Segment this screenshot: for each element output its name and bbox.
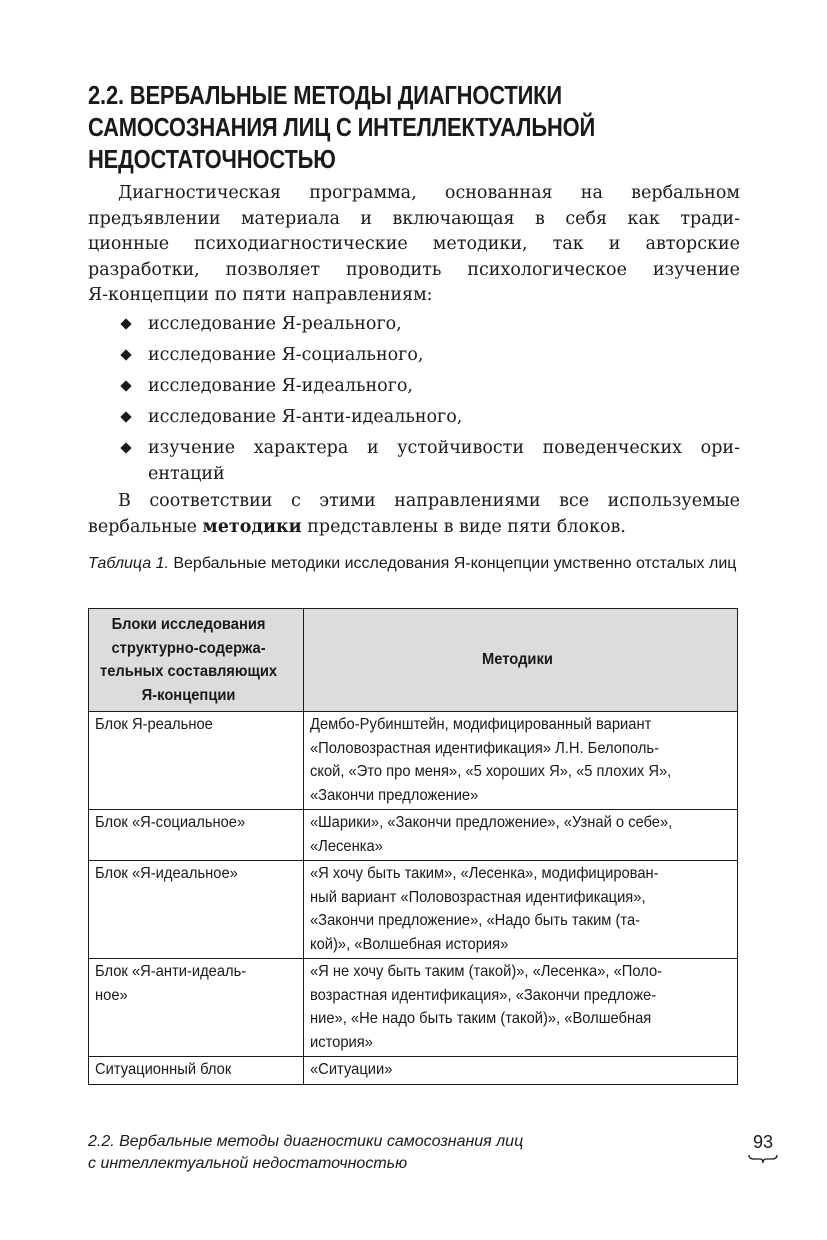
header-line: тельных составляющих [99,663,277,680]
list-item-text: исследование Я-реального, [148,314,402,334]
table-cell-methods [304,959,738,1057]
cell-line: ное» [95,986,128,1004]
cell-line: кой)», «Волшебная история» [310,935,509,953]
intro-paragraph [88,181,740,309]
table-cell-methods [304,861,738,959]
heading-line: 2.2. ВЕРБАЛЬНЫЕ МЕТОДЫ ДИАГНОСТИКИ [88,82,562,110]
summary-line: В соответствии с этими направлениями все используемые [118,491,740,511]
list-item-line: ентаций [148,463,225,484]
diamond-bullet-icon [120,443,131,454]
footer-line: 2.2. Вербальные методы диагностики самосознания лиц [88,1133,524,1150]
header-line: Методики [481,651,553,669]
list-item-text [148,436,740,487]
summary-text: представлены в виде пяти блоков. [301,516,626,537]
section-heading [88,80,656,176]
intro-line: ционные психодиагностические методики, так и авторские [88,234,740,255]
intro-line: Я-концепции по пяти направлениям: [88,285,433,306]
table-cell-methods [304,712,738,810]
intro-line: предъявлении материала и включающая в себя как тради- [88,208,740,229]
methods-table [88,608,738,1085]
diamond-bullet-icon [120,318,131,329]
cell-line: «Шарики», «Закончи предложение», «Узнай о себе», [310,814,673,831]
table-cell-block [89,959,304,1057]
page-number-brace-icon [748,1154,778,1164]
table-header-row [89,609,738,712]
cell-line: «Закончи предложение» [310,786,479,804]
list-item-line: изучение характера и устойчивости поведенческих ори- [148,438,740,459]
cell-line: «Половозрастная идентификация» Л.Н. Белополь- [310,739,659,757]
header-line: Я-концепции [141,686,236,704]
cell-line: «Ситуации» [310,1061,393,1078]
intro-line: разработки, позволяет проводить психологическое изучение [88,259,740,280]
list-item-text: исследование Я-анти-идеального, [148,407,463,428]
summary-text: вербальные [88,516,203,537]
table-caption-label: Таблица 1. [88,555,169,572]
cell-line: история» [310,1033,373,1051]
cell-line: «Я хочу быть таким», «Лесенка», модифицирован- [310,865,659,882]
cell-line: Блок «Я-анти-идеаль- [95,963,247,980]
cell-line: Ситуационный блок [95,1061,232,1078]
heading-line: НЕДОСТАТОЧНОСТЬЮ [88,146,336,174]
table-cell-block [89,1057,304,1085]
cell-line: Дембо-Рубинштейн, модифицированный вариант [310,716,652,733]
header-line: Блоки исследования [111,616,266,633]
list-item [88,343,740,369]
summary-line [88,515,740,541]
heading-line: САМОСОЗНАНИЯ ЛИЦ С ИНТЕЛЛЕКТУАЛЬНОЙ [88,114,596,142]
table-row [89,712,738,810]
table-cell-methods [304,1057,738,1085]
table-row [89,1057,738,1085]
diamond-bullet-icon [120,381,131,392]
list-item [88,436,740,487]
directions-list [88,312,740,493]
table-cell-block [89,810,304,861]
header-line: структурно-содержа- [111,639,266,657]
table-cell-methods [304,810,738,861]
page-number: 93 [752,1132,774,1152]
summary-paragraph [88,489,740,540]
cell-line: «Закончи предложение», «Надо быть таким (та- [310,912,641,929]
diamond-bullet-icon [120,349,131,360]
cell-line: ный вариант «Половозрастная идентификация», [310,888,646,906]
table-caption-text: Вербальные методики исследования Я-концепции умственно отсталых лиц [168,555,737,572]
cell-line: Блок «Я-социальное» [95,814,246,831]
list-item [88,312,740,338]
cell-line: ской, «Это про меня», «5 хороших Я», «5 плохих Я», [310,763,672,780]
table-header-methods [304,609,738,712]
list-item-text: исследование Я-идеального, [148,376,413,397]
intro-line: Диагностическая программа, основанная на вербальном [118,183,740,203]
cell-line: Блок Я-реальное [95,716,213,733]
footer-line: с интеллектуальной недостаточностью [88,1155,408,1172]
list-item-text: исследование Я-социального, [148,345,424,366]
diamond-bullet-icon [120,412,131,423]
cell-line: «Я не хочу быть таким (такой)», «Лесенка», «Поло- [310,963,663,980]
table-row [89,810,738,861]
summary-bold-term: методики [202,516,302,537]
table-header-blocks [89,609,304,712]
cell-line: ние», «Не надо быть таким (такой)», «Волшебная [310,1010,652,1027]
cell-line: возрастная идентификация», «Закончи предложе- [310,986,657,1004]
running-footer [88,1131,688,1175]
cell-line: «Лесенка» [310,837,383,855]
table-cell-block [89,712,304,810]
table-caption [88,553,740,575]
cell-line: Блок «Я-идеальное» [95,865,238,882]
list-item [88,374,740,400]
table-row [89,959,738,1057]
table-row [89,861,738,959]
list-item [88,405,740,431]
table-cell-block [89,861,304,959]
